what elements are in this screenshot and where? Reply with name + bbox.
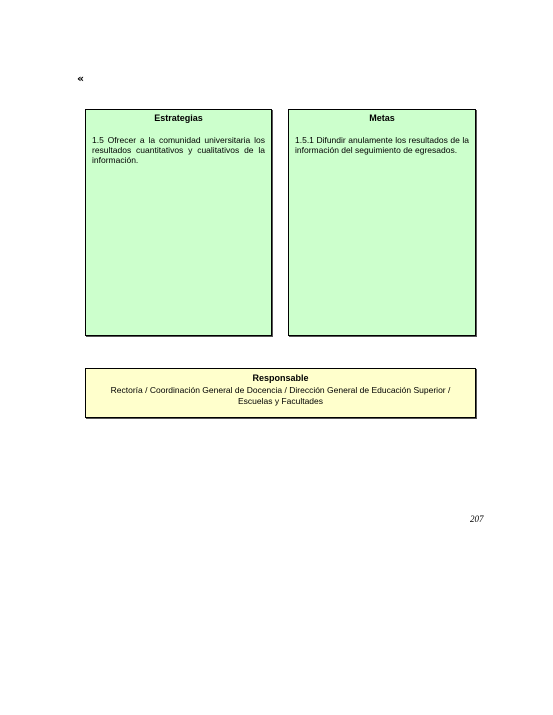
strategies-text: 1.5 Ofrecer a la comunidad universitaria los resultados cuantitativos y cualitativos de la información. xyxy=(92,135,265,165)
bullet-marker: « xyxy=(77,72,83,85)
strategies-box xyxy=(85,109,272,336)
responsible-title: Responsable xyxy=(252,373,309,383)
strategies-title: Estrategias xyxy=(154,113,203,123)
page-number: 207 xyxy=(470,514,484,524)
goals-box xyxy=(288,109,476,336)
responsible-text: Rectoría / Coordinación General de Docencia / Dirección General de Educación Superior / Escuelas y Facultades xyxy=(110,385,451,406)
goals-text: 1.5.1 Difundir anulamente los resultados de la información del seguimiento de egresados. xyxy=(295,135,469,155)
responsible-box xyxy=(85,368,476,418)
goals-title: Metas xyxy=(369,113,395,123)
